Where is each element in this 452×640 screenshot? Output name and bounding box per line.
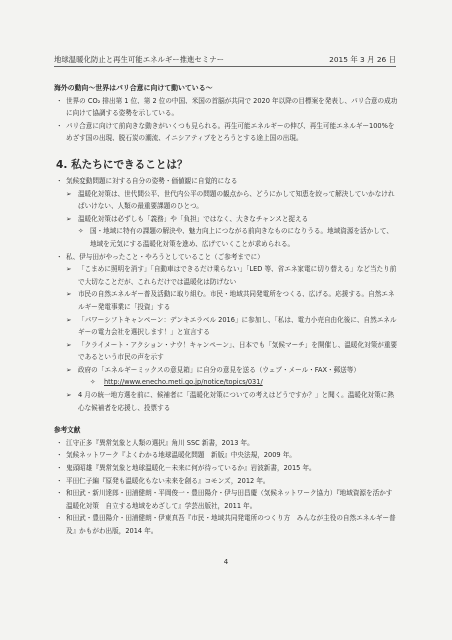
list-item: ✧ 国・地域に特有の課題の解決や、魅力向上につながる前向きなものになりうる。地域資源を活かして、地域を元気にする温暖化対策を進め、広げていくことが求められる。 (78, 227, 393, 248)
header-date: 2015 年 3 月 26 日 (329, 55, 396, 64)
list-item: ➢ 市民の自然エネルギー普及活動に取り組む。市民・地域共同発電所をつくる、広げる。応援する。自然エネルギー発電事業に「投資」する (66, 290, 395, 311)
list-item: ➢ 「クライメート・アクション・ナウ！キャンペーン」、日本でも「気候マーチ」を開催し、温暖化対策が重要であるという市民の声を示す (66, 340, 398, 362)
header-title: 地球温暖化防止と再生可能エネルギー推進セミナー (54, 55, 224, 64)
reference-item: ・ 江守正多『異常気象と人類の選択』角川 SSC 新書，2013 年。 (56, 438, 254, 447)
page-header (54, 54, 396, 65)
reference-link[interactable]: ✧ http://www.enecho.meti.go.jp/notice/topics/031/ (90, 378, 263, 387)
header-rule (54, 66, 396, 67)
reference-item: ・ 和田武・新川達郎・田浦健朗・平岡俊一・豊田陽介・伊与田昌慶（気候ネットワーク協力）『地域資源を活かす温暖化対策 自立する地域をめざして』学芸出版社，2011 年。 (56, 489, 393, 510)
list-item: ・ 気候変動問題に対する自分の姿勢・価値観に自覚的になる (56, 176, 238, 185)
reference-item: ・ 気候ネットワーク『よくわかる地球温暖化問題 新版』中央法規，2009 年。 (56, 451, 296, 460)
list-item: ・ 私、伊与田がやったこと・やろうとしていること（ご参考までに） (56, 252, 264, 261)
list-item: ➢ 「こまめに照明を消す」「自動車はできるだけ乗らない」「LED 等、省エネ家電に切り替える」など当たり前で大切なことだが、これらだけでは温暖化は防げない (66, 265, 397, 286)
world-bullet: ・ パリ合意に向けて前向きな動きがいくつも見られる。再生可能エネルギーの伸び、再生可能エネルギー100%をめざす国の出現、脱石炭の潮流、イニシアティブをとろうとする途上国の出現。 (56, 121, 395, 143)
references-heading: 参考文献 (54, 426, 81, 435)
list-item: ➢ 4 月の統一地方選を前に、候補者に「温暖化対策についての考えはどうですか？」と聞く。温暖化対策に熱心な候補者を応援し、投票する (66, 391, 394, 412)
reference-item: ・ 和田武・豊田陽介・田浦健朗・伊東真吾『市民・地域共同発電所のつくり方 みんなが主役の自然エネルギー普及』かもがわ出版，2014 年。 (56, 514, 396, 535)
page-body (54, 82, 398, 538)
list-item: ➢ 温暖化対策は、世代間公平、世代内公平の問題の観点から、どうにかして知恵を絞って解決していかなければいけない、人類の最重要課題のひとつ。 (66, 189, 395, 211)
section-heading: 4. 私たちにできることは？ (56, 158, 188, 171)
reference-item: ・ 平田仁子編『原発も温暖化もない未来を創る』コモンズ，2012 年。 (56, 476, 270, 485)
world-bullet: ・ 世界の CO₂ 排出第 1 位、第 2 位の中国、米国の首脳が共同で 2020 年以降の目標案を発表し、パリ合意の成功に向けて協調する姿勢を示している。 (56, 96, 398, 118)
list-item: ➢ 温暖化対策は必ずしも「義務」や「負担」ではなく、大きなチャンスと捉える (66, 214, 309, 223)
page-number: 4 (223, 558, 229, 566)
list-item: ➢ 政府の「エネルギーミックスの意見箱」に自分の意見を送る（ウェブ・メール・FAX・郵送等） (66, 365, 360, 374)
reference-item: ・ 鬼頭昭雄『異常気象と地球温暖化－未来に何が待っているか』岩波新書，2015 年。 (56, 464, 316, 473)
list-item: ➢ 「パワーシフトキャンペーン：デンキエラベル 2016」に参加し、「私は、電力小売自由化後に、自然エネルギーの電力会社を選択します！」と宣言する (66, 315, 397, 337)
world-heading: 海外の動向～世界はパリ合意に向けて動いている～ (54, 84, 213, 92)
